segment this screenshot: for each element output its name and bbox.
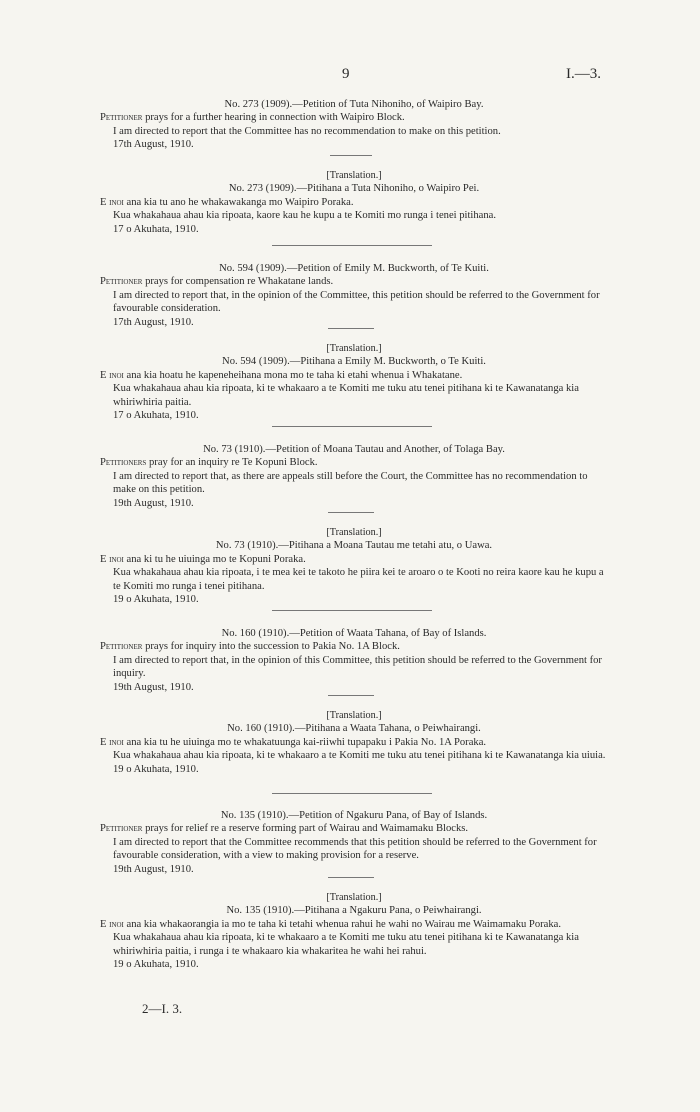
prayer-text: ana kia tu ano he whakawakanga mo Waipiro Poraka. bbox=[123, 196, 354, 208]
prayer-lead: E inoi bbox=[100, 553, 124, 565]
translation-tag: [Translation.] bbox=[326, 343, 382, 354]
section-divider bbox=[330, 155, 372, 156]
prayer-lead: E inoi bbox=[100, 736, 124, 748]
translation-section bbox=[100, 526, 608, 606]
petition-title: No. 135 (1910).—Pitihana a Ngakuru Pana, o Peiwhairangi. bbox=[226, 905, 482, 917]
prayer-text: ana kia hoatu he kapeneheihana mona mo te taha ki etahi whenua i Whakatane. bbox=[123, 369, 463, 381]
prayer-text: pray for an inquiry re Te Kopuni Block. bbox=[146, 457, 318, 469]
petition-title: No. 160 (1910).—Petition of Waata Tahana, of Bay of Islands. bbox=[221, 628, 487, 639]
prayer-text: ana kia whakaorangia ia mo te taha ki tetahi whenua rahui he wahi no Wairau me Waimamaku Poraka. bbox=[123, 918, 561, 930]
prayer-lead: E inoi bbox=[100, 918, 124, 930]
translation-section bbox=[100, 342, 608, 422]
section-divider bbox=[328, 512, 374, 513]
prayer-lead: E inoi bbox=[100, 196, 124, 208]
petition-prayer bbox=[100, 369, 608, 382]
translation-tag: [Translation.] bbox=[326, 892, 382, 903]
prayer-lead: Petitioner bbox=[100, 276, 143, 288]
petition-section bbox=[100, 627, 608, 694]
petition-prayer bbox=[100, 822, 608, 835]
petition-title: No. 273 (1909).—Pitihana a Tuta Nihoniho, o Waipiro Pei. bbox=[228, 183, 480, 195]
translation-section bbox=[100, 709, 608, 776]
report-date: 19th August, 1910. bbox=[113, 863, 194, 875]
petition-prayer bbox=[100, 111, 608, 124]
prayer-lead: Petitioners bbox=[100, 457, 147, 469]
translation-section bbox=[100, 169, 608, 236]
report-date: 19 o Akuhata, 1910. bbox=[113, 763, 199, 775]
report-date: 17th August, 1910. bbox=[113, 139, 194, 151]
translation-tag: [Translation.] bbox=[326, 710, 382, 721]
petition-prayer bbox=[100, 553, 608, 566]
petition-title: No. 73 (1910).—Pitihana a Moana Tautau me tetahi atu, o Uawa. bbox=[215, 540, 493, 552]
committee-report: Kua whakahaua ahau kia ripoata, i te mea kei te takoto he piira kei te aroaro o te Kooti no reira kaore kau he kupu a te Komiti mo runga i tenei pitihana. bbox=[113, 567, 604, 592]
committee-report: Kua whakahaua ahau kia ripoata, ki te whakaaro a te Komiti me tuku atu tenei pitihana ki te Kawanatanga kia whiriwhiria paitia, i runga i te whakaaro kia whakaritea he wahi hei rahui. bbox=[113, 932, 579, 957]
report-date: 19 o Akuhata, 1910. bbox=[113, 594, 199, 606]
petition-prayer bbox=[100, 456, 608, 469]
committee-report: Kua whakahaua ahau kia ripoata, ki te whakaaro a te Komiti me tuku atu tenei pitihana ki te Kawanatanga kia whiriwhiria paitia. bbox=[113, 383, 579, 408]
report-date: 19th August, 1910. bbox=[113, 681, 194, 693]
section-divider bbox=[272, 245, 432, 246]
petition-prayer bbox=[100, 918, 608, 931]
petition-section bbox=[100, 98, 608, 152]
page-number: 9 bbox=[342, 66, 350, 82]
report-date: 17 o Akuhata, 1910. bbox=[113, 410, 199, 422]
prayer-text: prays for compensation re Whakatane lands. bbox=[142, 276, 334, 288]
prayer-lead: E inoi bbox=[100, 369, 124, 381]
section-divider bbox=[328, 695, 374, 696]
petition-title: No. 594 (1909).—Petition of Emily M. Buckworth, of Te Kuiti. bbox=[219, 263, 489, 274]
section-divider bbox=[272, 610, 432, 611]
committee-report: I am directed to report that, in the opinion of this Committee, this petition should be referred to the Government for inquiry. bbox=[113, 654, 602, 680]
petition-title: No. 160 (1910).—Pitihana a Waata Tahana, o Peiwhairangi. bbox=[227, 723, 481, 735]
petition-section bbox=[100, 262, 608, 329]
prayer-lead: Petitioner bbox=[100, 641, 143, 653]
translation-section bbox=[100, 891, 608, 971]
prayer-text: prays for a further hearing in connection with Waipiro Block. bbox=[142, 112, 405, 124]
petition-title: No. 273 (1909).—Petition of Tuta Nihoniho, of Waipiro Bay. bbox=[224, 99, 484, 110]
petition-title: No. 594 (1909).—Pitihana a Emily M. Buckworth, o Te Kuiti. bbox=[222, 356, 486, 368]
committee-report: Kua whakahaua ahau kia ripoata, kaore kau he kupu a te Komiti mo runga i tenei pitihana. bbox=[113, 210, 497, 222]
section-divider bbox=[328, 877, 374, 878]
petition-section bbox=[100, 809, 608, 876]
report-date: 19th August, 1910. bbox=[113, 497, 194, 509]
section-divider bbox=[272, 426, 432, 427]
committee-report: I am directed to report that, in the opinion of the Committee, this petition should be referred to the Government for favourable consideration. bbox=[113, 289, 600, 315]
prayer-text: prays for relief re a reserve forming part of Wairau and Waimamaku Blocks. bbox=[142, 823, 469, 835]
committee-report: Kua whakahaua ahau kia ripoata, ki te whakaaro a te Komiti me tuku atu tenei pitihana ki te Kawanatanga kia uiuia. bbox=[113, 750, 606, 762]
prayer-text: prays for inquiry into the succession to Pakia No. 1A Block. bbox=[142, 641, 400, 653]
committee-report: I am directed to report that, as there are appeals still before the Court, the Committee has no recommendation to make on this petition. bbox=[113, 470, 588, 496]
prayer-text: ana ki tu he uiuinga mo te Kopuni Poraka. bbox=[123, 553, 306, 565]
petition-prayer bbox=[100, 640, 608, 653]
section-divider bbox=[328, 328, 374, 329]
petition-title: No. 73 (1910).—Petition of Moana Tautau and Another, of Tolaga Bay. bbox=[203, 444, 505, 455]
paper-reference: I.—3. bbox=[566, 66, 601, 82]
translation-tag: [Translation.] bbox=[326, 527, 382, 538]
petition-title: No. 135 (1910).—Petition of Ngakuru Pana, of Bay of Islands. bbox=[220, 810, 488, 821]
petition-prayer bbox=[100, 736, 608, 749]
committee-report: I am directed to report that the Committee has no recommendation to make on this petition. bbox=[113, 125, 501, 137]
report-date: 19 o Akuhata, 1910. bbox=[113, 959, 199, 971]
section-divider bbox=[272, 793, 432, 794]
translation-tag: [Translation.] bbox=[326, 170, 382, 181]
report-date: 17th August, 1910. bbox=[113, 316, 194, 328]
petition-prayer bbox=[100, 275, 608, 288]
prayer-lead: Petitioner bbox=[100, 112, 143, 124]
prayer-text: ana kia tu he uiuinga mo te whakatuunga kai-riiwhi tupapaku i Pakia No. 1A Poraka. bbox=[123, 736, 487, 748]
committee-report: I am directed to report that the Committee recommends that this petition should be referred to the Government for favourable consideration, with a view to making provision for a reserve. bbox=[113, 836, 597, 862]
prayer-lead: Petitioner bbox=[100, 823, 143, 835]
petition-prayer bbox=[100, 196, 608, 209]
petition-section bbox=[100, 443, 608, 510]
signature-mark: 2—I. 3. bbox=[142, 1001, 183, 1016]
report-date: 17 o Akuhata, 1910. bbox=[113, 223, 199, 235]
